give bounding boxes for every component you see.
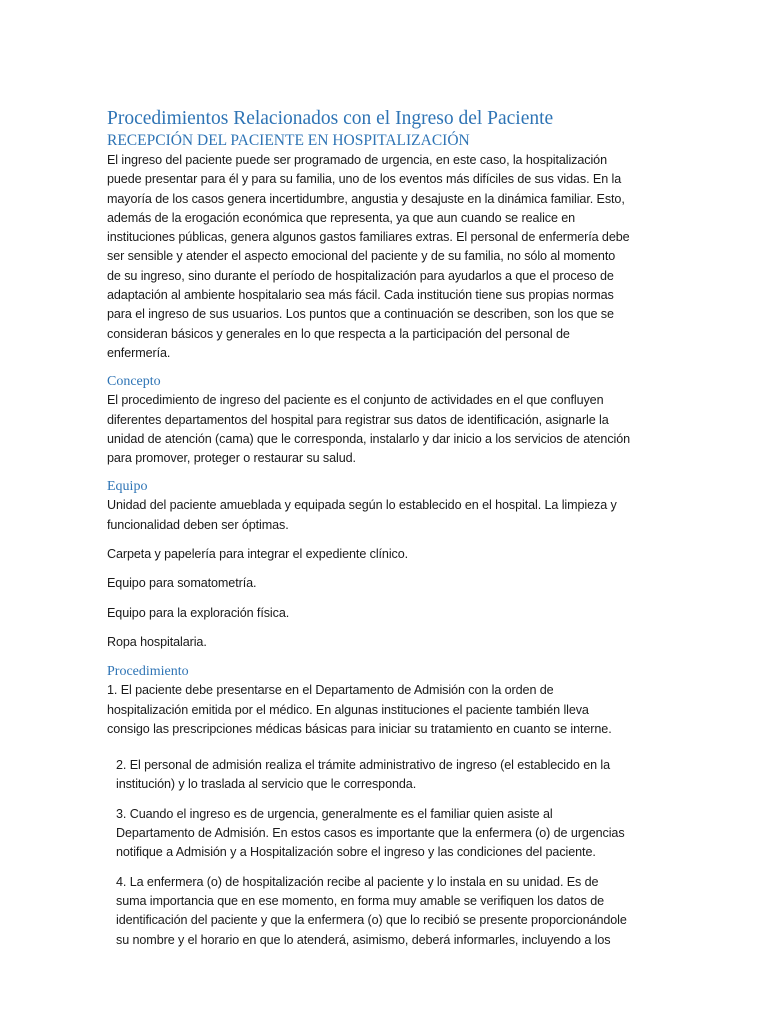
- procedimiento-heading: Procedimiento: [107, 664, 189, 680]
- equipo-item: Carpeta y papelería para integrar el expediente clínico.: [107, 547, 409, 562]
- concepto-paragraph: El procedimiento de ingreso del paciente es el conjunto de actividades en el que confluyen diferentes departamentos del hospital para registrar sus datos de identificación, asignarle la unidad de atención (cama) que le corresponda, instalarlo y dar inicio a los servicios de atención para promover, proteger o restaurar su salud.: [107, 393, 631, 466]
- concepto-heading: Concepto: [107, 374, 161, 390]
- equipo-item: Equipo para la exploración física.: [107, 605, 290, 620]
- procedimiento-step: 4. La enfermera (o) de hospitalización recibe al paciente y lo instala en su unidad. Es de suma importancia que en ese momento, en forma muy amable se verifiquen los datos de identificación del paciente y que la enfermera (o) que lo recibió se presente proporcionándole su nombre y el horario en que lo atenderá, asimismo, deberá informarles, incluyendo a los: [116, 874, 627, 947]
- procedimiento-step: 2. El personal de admisión realiza el trámite administrativo de ingreso (el establecido en la institución) y lo traslada al servicio que le corresponda.: [116, 758, 611, 792]
- equipo-item: Ropa hospitalaria.: [107, 634, 207, 649]
- procedimiento-step: 1. El paciente debe presentarse en el Departamento de Admisión con la orden de hospitalización emitida por el médico. En algunas instituciones el paciente también lleva consigo las prescripciones médicas básicas para iniciar su tratamiento en cuanto se interne.: [107, 683, 612, 736]
- section-title: RECEPCIÓN DEL PACIENTE EN HOSPITALIZACIÓN: [107, 132, 470, 149]
- equipo-item: Unidad del paciente amueblada y equipada según lo establecido en el hospital. La limpieza y funcionalidad deben ser óptimas.: [107, 498, 617, 532]
- intro-paragraph: El ingreso del paciente puede ser programado de urgencia, en este caso, la hospitalización puede presentar para él y para su familia, uno de los eventos más difíciles de sus vidas. En la mayoría de los casos genera incertidumbre, angustia y desajuste en la dinámica familiar. Esto, además de la erogación económica que representa, ya que aun cuando se realice en instituciones públicas, genera algunos gastos familiares extras. El personal de enfermería debe ser sensible y atender el aspecto emocional del paciente y de su familia, no sólo al momento de su ingreso, sino durante el período de hospitalización para ayudarlos a que el proceso de adaptación al ambiente hospitalario sea más fácil. Cada institución tiene sus propias normas para el ingreso de sus usuarios. Los puntos que a continuación se describen, son los que se consideran básicos y generales en lo que respecta a la participación del personal de enfermería.: [107, 153, 630, 360]
- document-title: Procedimientos Relacionados con el Ingreso del Paciente: [107, 108, 554, 129]
- equipo-heading: Equipo: [107, 479, 148, 495]
- equipo-item: Equipo para somatometría.: [107, 576, 257, 591]
- procedimiento-step: 3. Cuando el ingreso es de urgencia, generalmente es el familiar quien asiste al Departamento de Admisión. En estos casos es importante que la enfermera (o) de urgencias notifique a Admisión y a Hospitalización sobre el ingreso y las condiciones del paciente.: [116, 806, 625, 860]
- document-page: [107, 106, 631, 950]
